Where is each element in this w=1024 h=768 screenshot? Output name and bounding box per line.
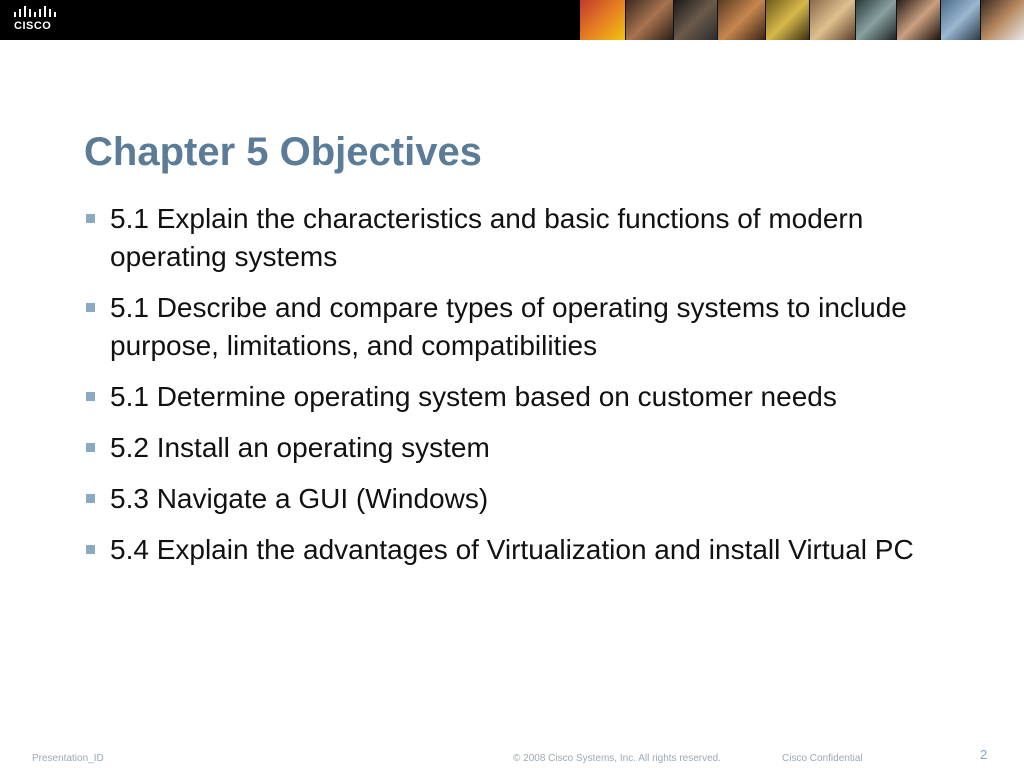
list-item bbox=[84, 429, 964, 467]
bullet-square-icon bbox=[86, 392, 95, 401]
bullet-square-icon bbox=[86, 545, 95, 554]
photo-tile bbox=[766, 0, 810, 40]
photo-tile bbox=[580, 0, 626, 40]
photo-tile bbox=[810, 0, 856, 40]
header-bar bbox=[0, 0, 1024, 40]
bullet-square-icon bbox=[86, 214, 95, 223]
photo-tile bbox=[941, 0, 981, 40]
cisco-bars-icon bbox=[13, 6, 61, 19]
objectives-list bbox=[84, 200, 964, 582]
list-item bbox=[84, 378, 964, 416]
list-item-text: 5.1 Determine operating system based on customer needs bbox=[110, 381, 837, 412]
bullet-square-icon bbox=[86, 443, 95, 452]
bullet-square-icon bbox=[86, 494, 95, 503]
list-item-text: 5.1 Explain the characteristics and basic functions of modern operating systems bbox=[110, 203, 864, 272]
list-item-text: 5.3 Navigate a GUI (Windows) bbox=[110, 483, 489, 514]
list-item-text: 5.2 Install an operating system bbox=[110, 432, 490, 463]
photo-tile bbox=[897, 0, 941, 40]
page-number: 2 bbox=[980, 747, 988, 762]
list-item bbox=[84, 531, 964, 569]
footer-presentation-id: Presentation_ID bbox=[32, 753, 104, 764]
slide-title: Chapter 5 Objectives bbox=[84, 130, 482, 174]
footer-confidential: Cisco Confidential bbox=[782, 753, 863, 764]
list-item bbox=[84, 480, 964, 518]
header-photo-strip bbox=[580, 0, 1024, 40]
list-item bbox=[84, 200, 964, 276]
list-item-text: 5.4 Explain the advantages of Virtualization and install Virtual PC bbox=[110, 534, 914, 565]
photo-tile bbox=[981, 0, 1024, 40]
photo-tile bbox=[856, 0, 896, 40]
cisco-logo bbox=[13, 6, 63, 34]
list-item-text: 5.1 Describe and compare types of operating systems to include purpose, limitations, and compatibilities bbox=[110, 292, 907, 361]
footer-copyright: © 2008 Cisco Systems, Inc. All rights reserved. bbox=[513, 753, 722, 764]
bullet-square-icon bbox=[86, 303, 95, 312]
cisco-logo-text: CISCO bbox=[14, 20, 52, 32]
photo-tile bbox=[718, 0, 766, 40]
photo-tile bbox=[626, 0, 674, 40]
list-item bbox=[84, 289, 964, 365]
photo-tile bbox=[674, 0, 718, 40]
